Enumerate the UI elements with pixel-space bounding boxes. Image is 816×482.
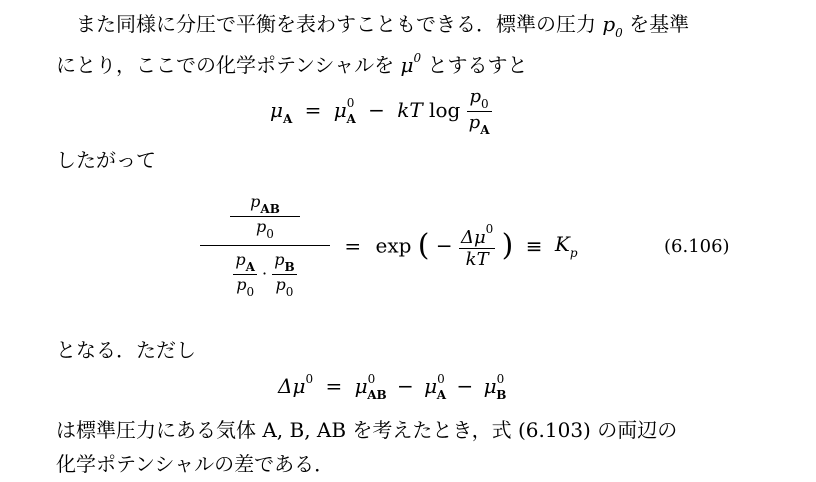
text-line-6: 化学ポテンシャルの差である． — [56, 452, 335, 476]
text-line-1-part-b: を基準 — [629, 12, 690, 36]
text-line-1 — [56, 14, 689, 43]
equation-number: (6.106) — [664, 236, 730, 257]
equation-chemical-potential: $\mu_A = \mu^0_A$ − kT log $\frac{p_0}{p_A}$ — [270, 86, 490, 137]
text-line-2-part-a: にとり，ここでの化学ポテンシャルを — [56, 53, 395, 77]
symbol-p0: $p_0$ — [602, 12, 623, 40]
text-line-1-part-a: また同様に分圧で平衡を表わすこともできる．標準の圧力 — [56, 12, 596, 36]
text-line-4: となる．ただし — [56, 338, 196, 362]
text-line-2 — [56, 48, 527, 75]
text-line-2-part-b: とするすと — [427, 53, 528, 77]
text-line-5: は標準圧力にある気体 A, B, AB を考えたとき，式 (6.103) の両辺の — [56, 418, 678, 442]
text-line-3: したがって — [56, 148, 156, 172]
equation-equilibrium-constant: $\frac{p_{AB}}{p_0}$ $\frac{p_A}{p_0}$ · $\frac{p_B}{p_0}$ = exp ( − $\frac{\Delta\mu^0}{kT}$ ) ≡ $K_p$ — [200, 192, 578, 299]
equation-delta-mu: $\Delta\mu^0 = \mu^0_{AB} - \mu^0_A - \mu^0_B$ — [278, 372, 507, 402]
symbol-mu0: $\mu^0$ — [400, 51, 422, 77]
